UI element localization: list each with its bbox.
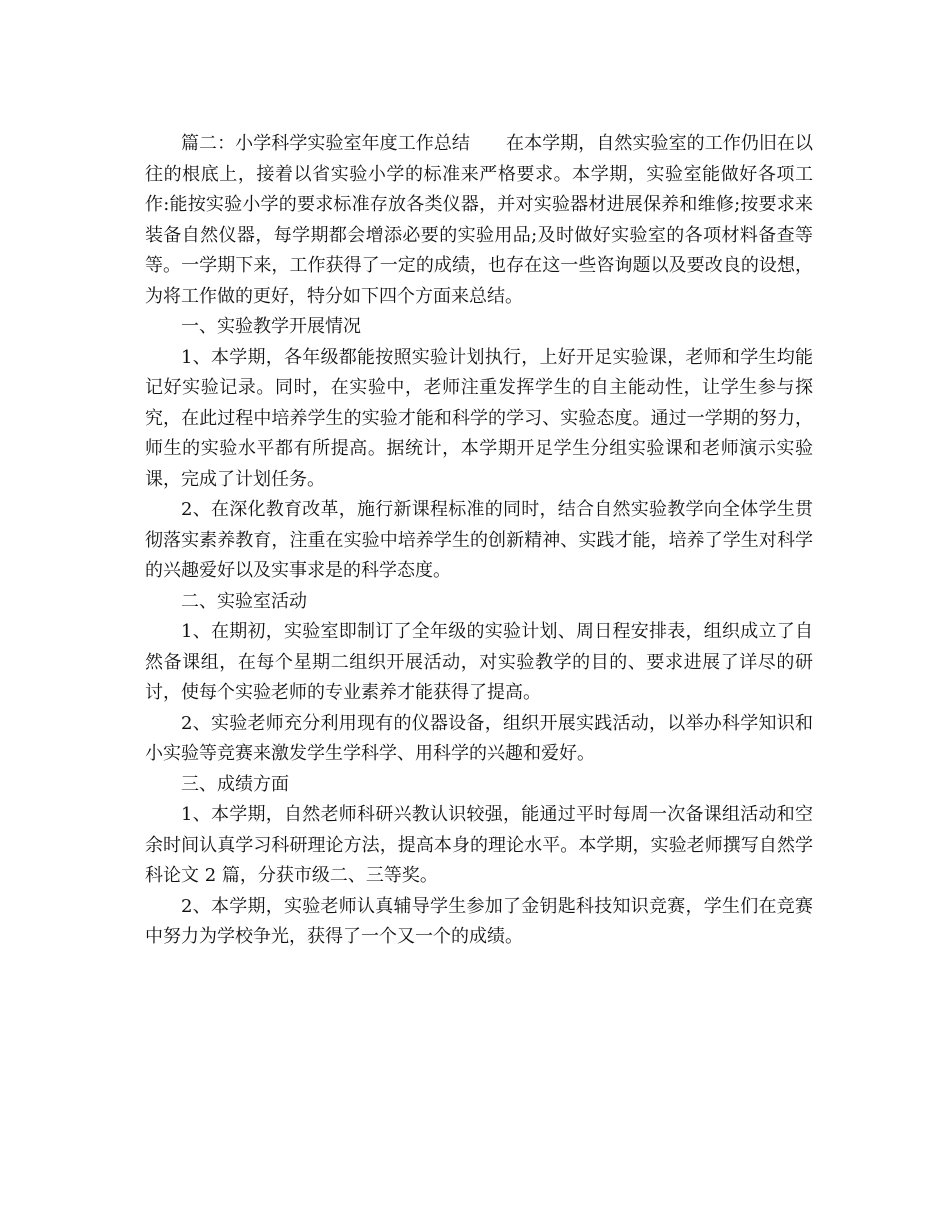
section-heading-2: 二、实验室活动 <box>181 590 307 612</box>
section-1-paragraph-2: 2、在深化教育改革，施行新课程标准的同时，结合自然实验教学向全体学生贯彻落实素养教育，注重在实验中培养学生的创新精神、实践才能，培养了学生对科学的兴趣爱好以及实事求是的科学态度。 <box>145 499 813 581</box>
document-body <box>145 129 813 953</box>
section-1-paragraph-1: 1、本学期，各年级都能按照实验计划执行，上好开足实验课，老师和学生均能记好实验记录。同时，在实验中，老师注重发挥学生的自主能动性，让学生参与探究，在此过程中培养学生的实验才能和科学的学习、实验态度。通过一学期的努力，师生的实验水平都有所提高。据统计，本学期开足学生分组实验课和老师演示实验课，完成了计划任务。 <box>145 346 813 490</box>
section-3-paragraph-2: 2、本学期，实验老师认真辅导学生参加了金钥匙科技知识竞赛，学生们在竞赛中努力为学校争光，获得了一个又一个的成绩。 <box>145 895 813 947</box>
section-3-paragraph-1: 1、本学期，自然老师科研兴教认识较强，能通过平时每周一次备课组活动和空余时间认真学习科研理论方法，提高本身的理论水平。本学期，实验老师撰写自然学科论文 2 篇，分获市级二、三等奖。 <box>145 804 813 886</box>
section-2-paragraph-2: 2、实验老师充分利用现有的仪器设备，组织开展实践活动，以举办科学知识和小实验等竞赛来激发学生学科学、用科学的兴趣和爱好。 <box>145 712 813 764</box>
intro-text: 在本学期，自然实验室的工作仍旧在以往的根底上，接着以省实验小学的标准来严格要求。本学期，实验室能做好各项工作:能按实验小学的要求标准存放各类仪器，并对实验器材进展保养和维修;按要求来装备自然仪器，每学期都会增添必要的实验用品;及时做好实验室的各项材料备查等等。一学期下来，工作获得了一定的成绩，也存在这一些咨询题以及要改良的设想，为将工作做的更好，特分如下四个方面来总结。 <box>145 133 813 307</box>
section-heading-3: 三、成绩方面 <box>181 773 289 795</box>
section-2-paragraph-1: 1、在期初，实验室即制订了全年级的实验计划、周日程安排表，组织成立了自然备课组，在每个星期二组织开展活动，对实验教学的目的、要求进展了详尽的研讨，使每个实验老师的专业素养才能获得了提高。 <box>145 621 813 703</box>
intro-paragraph <box>145 129 813 312</box>
section-heading-1: 一、实验教学开展情况 <box>181 316 361 337</box>
document-title: 篇二：小学科学实验室年度工作总结 <box>181 133 470 154</box>
